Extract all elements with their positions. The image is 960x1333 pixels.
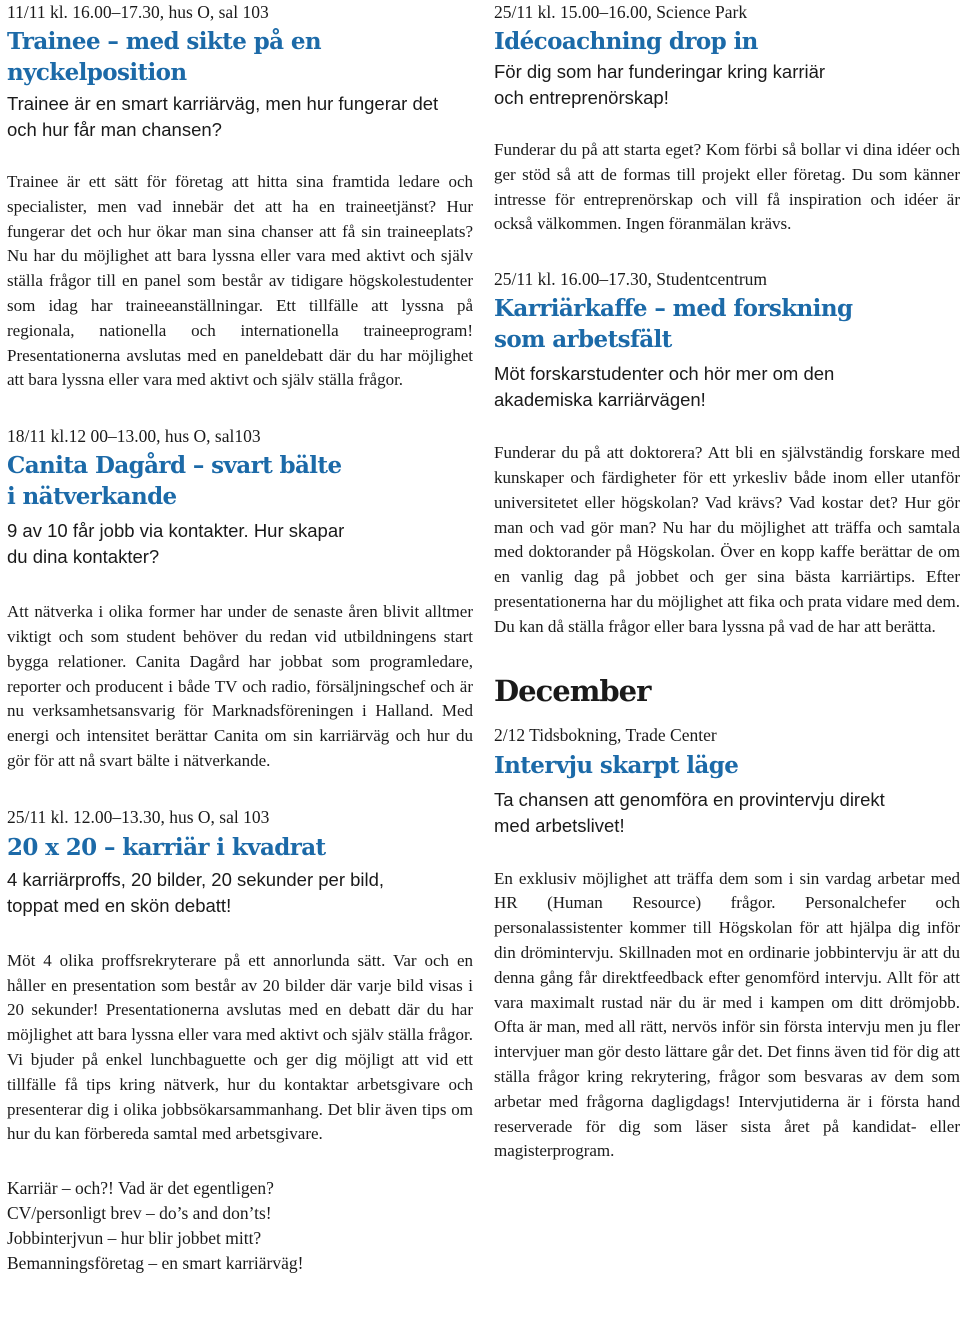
event-meta: 25/11 kl. 12.00–13.30, hus O, sal 103	[7, 806, 270, 827]
event-title-line: Trainee – med sikte på en	[7, 28, 321, 55]
event-trainee	[7, 0, 473, 393]
event-title	[7, 450, 473, 512]
event-lead-line: 9 av 10 får jobb via kontakter. Hur skapar	[7, 520, 345, 542]
left-column	[7, 0, 473, 1275]
event-title: Intervju skarpt läge	[494, 751, 739, 779]
event-career-coffee	[494, 267, 960, 639]
event-lead-line: toppat med en skön debatt!	[7, 894, 232, 916]
topic-item: Karriär – och?! Vad är det egentligen?	[7, 1178, 274, 1199]
event-meta: 25/11 kl. 16.00–17.30, Studentcentrum	[494, 269, 768, 290]
topic-item: Jobbinterjvun – hur blir jobbet mitt?	[7, 1227, 262, 1248]
event-lead	[7, 518, 473, 570]
event-title-line: nyckelposition	[7, 59, 187, 86]
event-title: Idécoachning drop in	[494, 28, 758, 55]
event-lead	[494, 787, 960, 839]
event-body: Trainee är ett sätt för företag att hitta sina framtida ledare och specialister, men vad innebär det att ha en traineetjänst? Hur fungerar det och hur ökar man sina chanser att få sin traineeplats? Nu har du möjlighet att bara lyssna eller vara med aktivt och själv ställa frågor till en panel som består av tidigare högskolestudenter som idag har traineeanställningar. Ett tillfälle att lyssna på regionala, nationella och internationella traineeprogram! Presentationerna avslutas med en paneldebatt där du har möjlighet att bara lyssna eller vara med aktivt och själv ställa frågor.	[7, 172, 473, 390]
event-20x20	[7, 805, 473, 1276]
event-lead	[494, 361, 960, 413]
topic-item: CV/personligt brev – do’s and don’ts!	[7, 1202, 272, 1223]
event-body: Funderar du på att starta eget? Kom förbi så bollar vi dina idéer och ger stöd så att de formas till projekt eller företag. Du som känner intresse för entreprenörskap och vill få inspiration och idéer är också välkommen. Ingen föranmälan krävs.	[494, 140, 960, 234]
event-lead	[494, 59, 960, 111]
event-lead-line: med arbetslivet!	[494, 814, 625, 836]
event-lead-line: och entreprenörskap!	[494, 87, 669, 108]
event-title-line: Karriärkaffe – med forskning	[494, 295, 853, 323]
event-title-line: i nätverkande	[7, 483, 177, 511]
right-column	[494, 0, 960, 1164]
event-lead	[7, 867, 473, 919]
event-interview	[494, 723, 960, 1165]
event-title-line: Canita Dagård – svart bälte	[7, 452, 342, 480]
event-meta: 11/11 kl. 16.00–17.30, hus O, sal 103	[7, 2, 269, 22]
event-networking	[7, 424, 473, 774]
event-body: Möt 4 olika proffsrekryterare på ett annorlunda sätt. Var och en håller en presentation som består av 20 bilder där varje bild visas i 20 sekunder! Presentationerna avslutas med en debatt där du har möjlighet att bara lyssna eller vara med aktivt och själv ställa frågor. Vi bjuder på enkel lunchbaguette och ger dig möjligt att vid ett tillfälle få tips kring nätverk, hur du kontaktar arbetsgivare och presenterar dig i olika jobbsökarsammanhang. Det blir även tips om hur du kan förbereda samtal med arbetsgivare.	[7, 950, 473, 1144]
event-title	[7, 26, 473, 88]
event-lead-line: Möt forskarstudenter och hör mer om den	[494, 363, 835, 385]
event-meta: 25/11 kl. 15.00–16.00, Science Park	[494, 2, 748, 22]
event-lead: Trainee är en smart karriärväg, men hur fungerar det och hur får man chansen?	[7, 93, 439, 140]
event-idea-coaching	[494, 0, 960, 237]
event-lead-line: du dina kontakter?	[7, 546, 160, 568]
event-meta: 18/11 kl.12 00–13.00, hus O, sal103	[7, 426, 261, 447]
event-lead-line: akademiska karriärvägen!	[494, 389, 706, 411]
topic-item: Bemanningsföretag – en smart karriärväg!	[7, 1252, 304, 1273]
event-body: En exklusiv möjlighet att träffa dem som i sin vardag arbetar med HR (Human Resource) frågor. Personalchefer och personalassistenter kommer till Högskolan för att hjälpa dig inför din drömintervju. Skillnaden mot en ordinarie jobbintervju är att du denna gång får direktfeedback efter genomförd intervju. Allt för att vara maximalt rustad när du är med i kampen om ditt drömjobb. Ofta är man, med all rätt, nervös inför sin första intervju men ju fler intervjuer man gör desto lättare går det. Det finns även tid för dig att ställa frågor kring rekrytering, frågor som besvaras av dem som arbetar med frågorna dagligdags! Intervjutiderna är i första hand reserverade för dig som läser sista året på kandidat- eller magisterprogram.	[494, 868, 960, 1161]
month-heading: December	[494, 673, 651, 708]
event-title-line: som arbetsfält	[494, 326, 672, 354]
topic-list	[7, 1176, 473, 1275]
event-meta: 2/12 Tidsbokning, Trade Center	[494, 724, 717, 745]
event-lead-line: För dig som har funderingar kring karriär	[494, 61, 826, 82]
event-title	[494, 293, 960, 355]
event-body: Funderar du på att doktorera? Att bli en självständig forskare med kunskaper och färdigheter för ett yrkesliv både inom eller utanför universitetet eller högskolan? Vad krävs? Vad kostar det? Hur gör man och vad gör man? Nu har du möjlighet att träffa och samtala med doktorander på Högskolan. Över en kopp kaffe berättar de om en vanlig dag på jobbet och ger sina bästa karriärtips. Efter presentationerna har du möjlighet att fika och prata vidare med dem. Du kan då ställa frågor eller bara lyssna på vad de har att berätta.	[494, 443, 960, 636]
event-lead-line: Ta chansen att genomföra en provintervju direkt	[494, 788, 885, 810]
event-title: 20 x 20 – karriär i kvadrat	[7, 833, 326, 861]
event-lead-line: 4 karriärproffs, 20 bilder, 20 sekunder per bild,	[7, 868, 385, 890]
event-body: Att nätverka i olika former har under de senaste åren blivit alltmer viktigt och som student behöver du redan vid utbildningens start bygga relationer. Canita Dagård har jobbat som programledare, reporter och producent i både TV och radio, försäljningschef och är nu verksamhetsansvarig för Marknadsföreningen i Halland. Med energi och intensitet berättar Canita om sin karriärväg och hur du gör för att nå svart bälte i nätverkande.	[7, 602, 473, 770]
